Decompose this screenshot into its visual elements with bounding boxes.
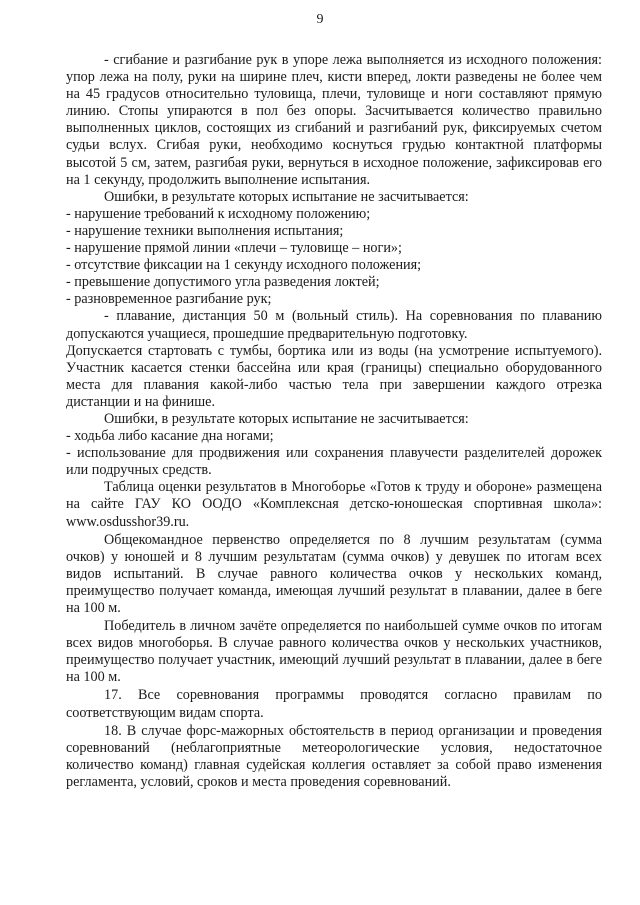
team-ranking-paragraph: Общекомандное первенство определяется по 8 лучшим результатам (сумма очков) у юношей и 8 лучшим результатам (сумма очков) у девушек по итогам всех видов испытаний. В случае равного количества очков у нескольких команд, преимущество получает команда, имеющая лучший результат в плавании, далее в беге на 100 м. xyxy=(66,531,602,616)
push-up-error-item: - превышение допустимого угла разведения локтей; xyxy=(66,274,380,291)
swimming-error-item: - ходьба либо касание дна ногами; xyxy=(66,428,274,445)
swimming-start-paragraph: Допускается стартовать с тумбы, бортика или из воды (на усмотрение испытуемого). Участник касается стенки бассейна или края (границы) специально оборудованного места для плавания какой-либо частью тела при завершении каждого отрезка дистанции и на финише. xyxy=(66,342,602,410)
individual-winner-paragraph: Победитель в личном зачёте определяется по наибольшей сумме очков по итогам всех видов многоборья. В случае равного количества очков у нескольких участников, преимущество получает участник, имеющий лучший результат в плавании, далее в беге на 100 м. xyxy=(66,618,602,686)
push-up-error-item: - нарушение прямой линии «плечи – туловище – ноги»; xyxy=(66,240,402,257)
page-body xyxy=(66,52,602,791)
push-up-error-item: - нарушение требований к исходному положению; xyxy=(66,205,371,222)
swimming-errors-heading: Ошибки, в результате которых испытание не засчитывается: xyxy=(104,410,469,427)
push-up-error-item: - разновременное разгибание рук; xyxy=(66,291,272,308)
swimming-error-item: - использование для продвижения или сохранения плавучести разделителей дорожек или подручных средств. xyxy=(66,445,602,479)
push-up-error-item: - нарушение техники выполнения испытания; xyxy=(66,222,344,239)
clause-17-paragraph: 17. Все соревнования программы проводятся согласно правилам по соответствующим видам спорта. xyxy=(66,687,602,721)
push-up-rules-paragraph: - сгибание и разгибание рук в упоре лежа выполняется из исходного положения: упор лежа на полу, руки на ширине плеч, кисти вперед, локти разведены не более чем на 45 градусов относительно туловища, плечи, туловище и ноги составляют прямую линию. Стопы упираются в пол без опоры. Засчитывается количество правильно выполненных циклов, состоящих из сгибаний и разгибаний рук, фиксируемых счетом судьи вслух. Сгибая руки, необходимо коснуться грудью контактной платформы высотой 5 см, затем, разгибая руки, вернуться в исходное положение, зафиксировав его на 1 секунду, продолжить выполнение испытания. xyxy=(66,52,602,188)
clause-18-paragraph: 18. В случае форс-мажорных обстоятельств в период организации и проведения соревнований (неблагоприятные метеорологические условия, недостаточное количество команд) главная судейская коллегия оставляет за собой право изменения регламента, условий, сроков и места проведения соревнований. xyxy=(66,722,602,790)
scoring-table-paragraph: Таблица оценки результатов в Многоборье «Готов к труду и обороне» размещена на сайте ГАУ КО ООДО «Комплексная детско-юношеская спортивная школа»: www.osdusshor39.ru. xyxy=(66,479,602,530)
page-number: 9 xyxy=(316,12,324,27)
push-up-error-item: - отсутствие фиксации на 1 секунду исходного положения; xyxy=(66,257,422,274)
push-up-errors-heading: Ошибки, в результате которых испытание не засчитывается: xyxy=(104,188,469,205)
swimming-rules-paragraph: - плавание, дистанция 50 м (вольный стиль). На соревнования по плаванию допускаются учащиеся, прошедшие предварительную подготовку. xyxy=(66,308,602,342)
